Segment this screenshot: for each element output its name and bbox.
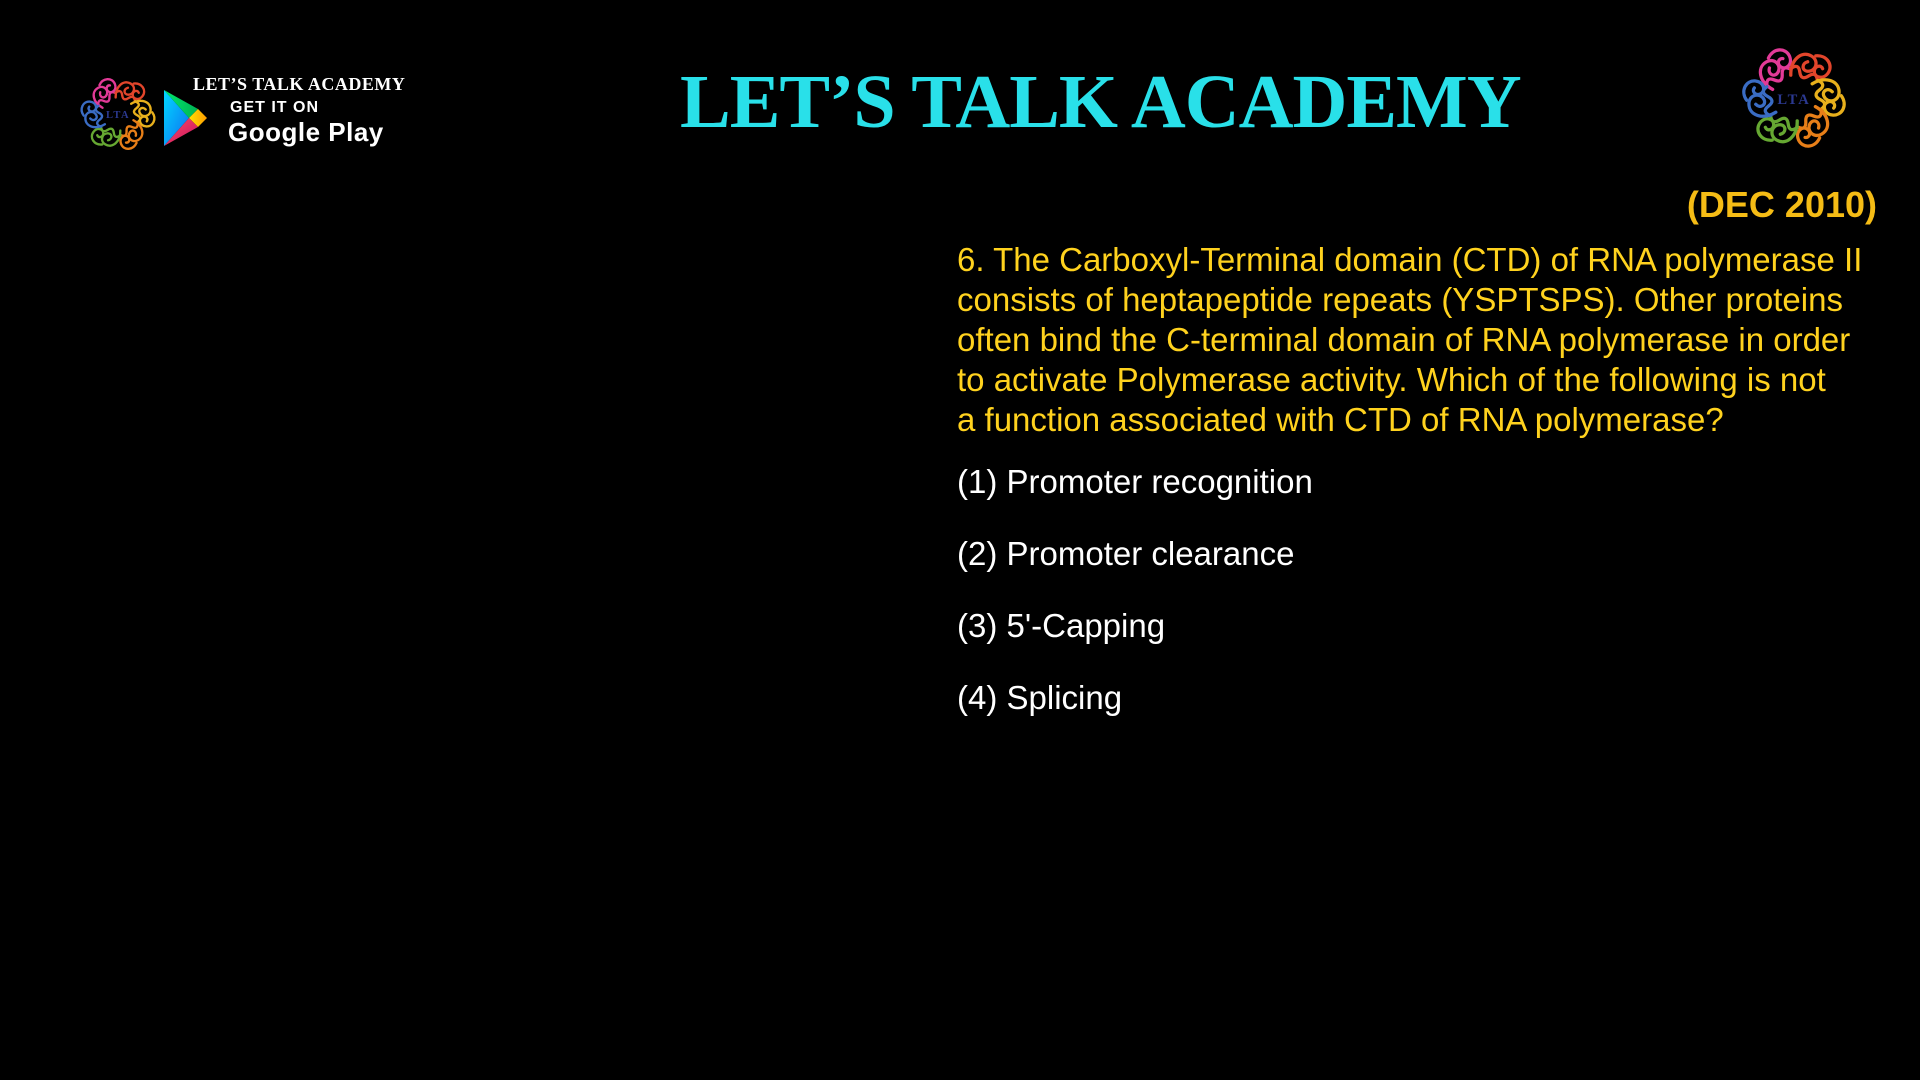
option-1: (1) Promoter recognition: [957, 463, 1313, 500]
option-3: (3) 5'-Capping: [957, 607, 1166, 644]
question-text: [957, 240, 1887, 440]
badge-academy-label: LET’S TALK ACADEMY: [193, 74, 406, 94]
get-it-on-label: GET IT ON: [230, 99, 319, 116]
page-title: LET’S TALK ACADEMY: [680, 60, 1521, 144]
exam-session-tag: (DEC 2010): [1686, 184, 1877, 225]
google-play-icon: [160, 86, 210, 150]
question-line: consists of heptapeptide repeats (YSPTSPS). Other proteins: [957, 281, 1843, 318]
question-line: 6. The Carboxyl-Terminal domain (CTD) of RNA polymerase II: [957, 241, 1863, 278]
question-line: to activate Polymerase activity. Which of the following is not: [957, 361, 1826, 398]
lta-logo-left: [76, 70, 160, 158]
answer-options: [957, 462, 1313, 750]
lta-monogram: LTA: [105, 110, 131, 122]
question-line: often bind the C-terminal domain of RNA polymerase in order: [957, 321, 1851, 358]
option-2: (2) Promoter clearance: [957, 535, 1295, 572]
question-line: a function associated with CTD of RNA polymerase?: [957, 401, 1724, 438]
google-play-label: Google Play: [228, 117, 384, 147]
option-4: (4) Splicing: [957, 679, 1123, 716]
lta-logo-right: [1736, 36, 1852, 160]
lta-monogram: LTA: [1777, 91, 1811, 108]
